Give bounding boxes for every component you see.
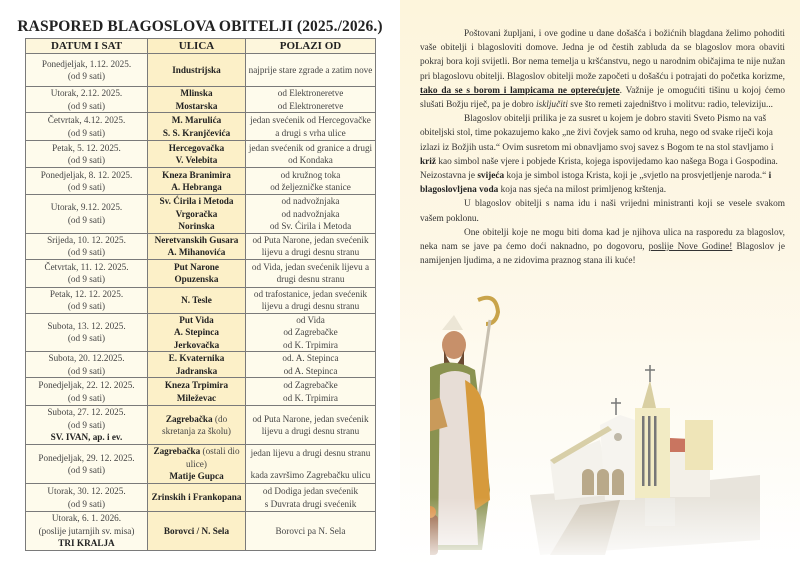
start-point: od Sv. Ćirila i Metoda xyxy=(269,221,352,231)
emphasis-tree: tako da se s borom i lampicama ne opterećujete xyxy=(420,85,620,96)
feast-label: TRI KRALJA xyxy=(58,538,115,548)
start-cell xyxy=(246,406,376,445)
start-cell xyxy=(246,287,376,313)
start-point: od K. Trpimira xyxy=(283,392,338,403)
schedule-title: RASPORED BLAGOSLOVA OBITELJI (2025./2026.) xyxy=(17,18,383,35)
table-header-row xyxy=(26,39,376,54)
letter-text xyxy=(420,27,785,268)
table-row xyxy=(26,141,376,168)
date-line: (od 9 sati) xyxy=(67,365,106,376)
emphasis-turn-off: isključiti xyxy=(535,100,568,111)
street-name: E. Kvaternika xyxy=(168,353,225,363)
street-cell xyxy=(148,313,246,352)
street-name: Jerkovačka xyxy=(173,339,220,350)
street-name: M. Marulića xyxy=(171,115,222,125)
date-line: Četvrtak, 4.12. 2025. xyxy=(47,115,126,125)
emphasis-candle: svijeća xyxy=(477,171,505,182)
start-point: od nadvožnjaka xyxy=(281,196,340,206)
street-name-bold: Zagrebačka xyxy=(153,446,201,457)
start-cell xyxy=(246,484,376,512)
street-name: N. Tesle xyxy=(181,294,212,305)
date-cell xyxy=(26,352,148,378)
date-line: Petak, 12. 12. 2025. xyxy=(49,288,124,299)
street-name xyxy=(150,413,243,438)
street-name: A. Stepinca xyxy=(174,327,219,337)
table-row xyxy=(26,512,376,551)
start-point: od. A. Stepinca xyxy=(282,353,339,363)
date-line: Utorak, 6. 1. 2026. xyxy=(51,513,122,523)
street-cell xyxy=(148,352,246,378)
date-line: (od 9 sati) xyxy=(67,182,106,192)
date-line: Srijeda, 10. 12. 2025. xyxy=(47,234,126,245)
header-date: DATUM I SAT xyxy=(26,39,148,54)
date-line: Subota, 27. 12. 2025. xyxy=(47,407,126,418)
date-cell xyxy=(26,512,148,551)
date-line: Ponedjeljak, 1.12. 2025. xyxy=(41,58,132,69)
table-row xyxy=(26,195,376,234)
date-cell xyxy=(26,259,148,287)
date-line: (od 9 sati) xyxy=(67,392,106,403)
date-line: (od 9 sati) xyxy=(67,71,106,81)
start-point: s Duvrata drugi svećenik xyxy=(264,498,357,509)
letter-paragraph-1: Poštovani župljani, i ove godine u dane došašća i božićnih blagdana želimo pohoditi vaše obitelji i blagosloviti domove. Jedna je od čestih zabluda da se blagoslov mora obaviti pokraj bora koji svijetli. Bor nema temelja u kršćanstvu, nego u narodnim običajima te nije nužan pri blagoslovu obitelji. Blagoslov obitelji može započeti u došašću i potrajati do početka korizme, tako da se s borom i lampicama ne opterećujete. Važnije je omogućiti tišinu u kojoj ćemo slušati Božju riječ, pa je dobro isključiti sve što remeti zajedništvo i molitvu: radio, televiziju... xyxy=(420,29,785,111)
start-cell xyxy=(246,259,376,287)
illustration xyxy=(430,290,800,567)
street-note: (ostali dio ulice) xyxy=(186,446,240,469)
start-cell xyxy=(246,378,376,406)
date-cell xyxy=(26,378,148,406)
start-cell xyxy=(246,445,376,484)
street-name: Vrgoračka xyxy=(175,208,218,219)
date-line: (od 9 sati) xyxy=(67,155,106,165)
start-point: od Zagrebačke xyxy=(283,380,338,390)
table-row xyxy=(26,287,376,313)
table-row xyxy=(26,168,376,195)
start-point: od trafostanice, jedan svećenik lijevu a drugi desnu stranu xyxy=(253,288,368,311)
date-cell xyxy=(26,168,148,195)
street-name: Sv. Ćirila i Metoda xyxy=(159,196,234,206)
street-cell xyxy=(148,168,246,195)
start-point: Borovci pa N. Sela xyxy=(275,525,346,536)
start-point: jedan svećenik od Hercegovačke a drugi s vrha ulice xyxy=(250,115,371,138)
date-line: (poslije jutarnjih sv. misa) xyxy=(38,525,135,536)
street-cell xyxy=(148,233,246,259)
street-name xyxy=(150,445,243,470)
date-cell xyxy=(26,87,148,113)
street-cell xyxy=(148,259,246,287)
date-cell xyxy=(26,406,148,445)
start-point: od Vida, jedan svećenik lijevu a drugi desnu stranu xyxy=(251,261,370,284)
start-cell xyxy=(246,168,376,195)
date-line: (od 9 sati) xyxy=(67,214,106,225)
street-name: Kneza Trpimira xyxy=(164,380,229,390)
street-name: Mlinska xyxy=(180,88,213,98)
table-row xyxy=(26,378,376,406)
table-row xyxy=(26,445,376,484)
street-cell xyxy=(148,378,246,406)
table-row xyxy=(26,259,376,287)
street-name: V. Velebita xyxy=(175,155,218,165)
street-cell xyxy=(148,512,246,551)
date-line: (od 9 sati) xyxy=(67,247,106,257)
street-name: Opuzenska xyxy=(174,274,219,284)
street-name: Industrijska xyxy=(172,64,221,75)
schedule-table xyxy=(25,38,376,551)
street-cell xyxy=(148,445,246,484)
street-cell xyxy=(148,113,246,141)
letter-paragraph-3: U blagoslov obitelji s nama idu i naši vrijedni ministranti koji se vesele svakom vašem poklonu. xyxy=(420,199,785,224)
start-cell xyxy=(246,54,376,87)
date-line: (od 9 sati) xyxy=(67,301,106,311)
date-line: (od 9 sati) xyxy=(67,333,106,344)
street-name: Norinska xyxy=(178,221,215,231)
date-line: (od 9 sati) xyxy=(67,127,106,138)
street-cell xyxy=(148,406,246,445)
date-cell xyxy=(26,195,148,234)
street-name: Put Narone xyxy=(174,261,219,272)
start-cell xyxy=(246,512,376,551)
header-street: ULICA xyxy=(148,39,246,54)
date-line: (od 9 sati) xyxy=(67,498,106,509)
street-cell xyxy=(148,484,246,512)
table-row xyxy=(26,352,376,378)
street-name: Matije Gupca xyxy=(169,471,224,482)
date-cell xyxy=(26,54,148,87)
table-row xyxy=(26,484,376,512)
street-cell xyxy=(148,287,246,313)
emphasis-holy-water: i blagoslovljena voda xyxy=(420,171,772,196)
street-name: Put Vida xyxy=(179,314,214,325)
date-cell xyxy=(26,313,148,352)
table-row xyxy=(26,54,376,87)
table-row xyxy=(26,313,376,352)
street-name: A. Mihanovića xyxy=(167,247,226,257)
street-name: S. S. Kranjčevića xyxy=(162,127,231,138)
start-cell xyxy=(246,352,376,378)
start-cell xyxy=(246,233,376,259)
date-line: (od 9 sati) xyxy=(67,465,106,475)
date-line: Utorak, 9.12. 2025. xyxy=(50,202,123,213)
date-line: Ponedjeljak, 8. 12. 2025. xyxy=(40,169,133,180)
street-cell xyxy=(148,141,246,168)
date-cell xyxy=(26,233,148,259)
date-line: (od 9 sati) xyxy=(67,419,106,430)
street-note: (do skretanja za školu) xyxy=(162,413,231,436)
street-name-bold: Zagrebačka xyxy=(165,413,213,424)
emphasis-after-new-year: poslije Nove Godine! xyxy=(648,242,733,253)
date-line: Subota, 20. 12.2025. xyxy=(48,353,125,363)
street-name: Hercegovačka xyxy=(168,142,225,153)
feast-label: SV. IVAN, ap. i ev. xyxy=(50,432,123,443)
start-cell xyxy=(246,113,376,141)
date-cell xyxy=(26,287,148,313)
start-point: od Vida xyxy=(296,314,325,325)
street-cell xyxy=(148,195,246,234)
letter-paragraph-2: Blagoslov obitelji prilika je za susret u kojem je dobro staviti Sveto Pismo na vaš obiteljski stol, time pokazujemo kako „ne živi čovjek samo od kruha, nego od svake riječi koja izlazi iz Božjih usta.“ Ovim susretom mi obnavljamo svoj savez s Bogom te na stol stavljamo i križ kao simbol naše vjere i pobjede Krista, kojega ispovijedamo kao našega Boga i Gospodina. Neizostavna je svijeća koja je simbol istoga Krista, koji je „svjetlo na prosvjetljenje naroda.“ i blagoslovljena voda koja nas sjeća na milost primljenog krštenja. xyxy=(420,114,778,196)
letter-paragraph-4: One obitelji koje ne mogu biti doma kad je njihova ulica na rasporedu za blagoslov, neka nam se jave pa ćemo doći naknadno, po dogovoru, poslije Nove Godine! Blagoslov je namijenjen ljudima, a ne zidovima praznog stana ili kuće! xyxy=(420,227,785,267)
table-row xyxy=(26,233,376,259)
start-point: jedan lijevu a drugi desnu stranu xyxy=(250,447,371,458)
street-name: Zrinskih i Frankopana xyxy=(151,492,242,503)
table-row xyxy=(26,87,376,113)
start-point: od Elektroneretve xyxy=(277,100,344,111)
start-point: od nadvožnjaka xyxy=(281,208,340,219)
street-name: Kneza Branimira xyxy=(162,169,231,180)
start-point: najprije stare zgrade a zatim nove xyxy=(248,64,373,75)
start-point: od Zagrebačke xyxy=(283,327,338,337)
header-start: POLAZI OD xyxy=(246,39,376,54)
date-line: Četvrtak, 11. 12. 2025. xyxy=(44,261,129,272)
emphasis-cross: križ xyxy=(420,156,437,167)
street-name: Mileževac xyxy=(176,392,217,403)
date-line: Subota, 13. 12. 2025. xyxy=(47,320,126,331)
start-point: od Dodiga jedan svećenik xyxy=(262,486,359,496)
date-line: (od 9 sati) xyxy=(67,100,106,111)
street-name: Mostarska xyxy=(175,100,218,111)
date-line: Utorak, 30. 12. 2025. xyxy=(47,486,126,496)
date-line: Petak, 5. 12. 2025. xyxy=(52,142,121,153)
start-point: od željezničke stanice xyxy=(270,182,351,192)
street-name: A. Hebranga xyxy=(171,182,222,192)
date-cell xyxy=(26,445,148,484)
start-point: od kružnog toka xyxy=(280,169,341,180)
street-name: Jadranska xyxy=(175,365,218,376)
street-name: Borovci / N. Sela xyxy=(163,525,230,536)
date-line: (od 9 sati) xyxy=(67,274,106,284)
date-line: Ponedjeljak, 22. 12. 2025. xyxy=(38,380,135,390)
street-cell xyxy=(148,54,246,87)
start-point: od K. Trpimira xyxy=(283,339,338,350)
date-line: Ponedjeljak, 29. 12. 2025. xyxy=(38,452,135,463)
street-cell xyxy=(148,87,246,113)
start-cell xyxy=(246,195,376,234)
start-point: od Puta Narone, jedan svećenik lijevu a drugi desnu stranu xyxy=(252,413,369,436)
start-point: od Elektroneretve xyxy=(277,88,344,98)
start-cell xyxy=(246,313,376,352)
start-point: od A. Stepinca xyxy=(283,365,338,376)
table-row xyxy=(26,113,376,141)
start-point: kada završimo Zagrebačku ulicu xyxy=(250,470,371,480)
date-cell xyxy=(26,484,148,512)
start-point: jedan svećenik od granice a drugi od Kondaka xyxy=(248,142,373,165)
start-cell xyxy=(246,87,376,113)
date-line: Utorak, 2.12. 2025. xyxy=(50,88,123,98)
table-row xyxy=(26,406,376,445)
date-cell xyxy=(26,113,148,141)
start-cell xyxy=(246,141,376,168)
start-point: od Puta Narone, jedan svećenik lijevu a drugi desnu stranu xyxy=(252,234,369,257)
date-cell xyxy=(26,141,148,168)
street-name: Neretvanskih Gusara xyxy=(154,234,239,245)
